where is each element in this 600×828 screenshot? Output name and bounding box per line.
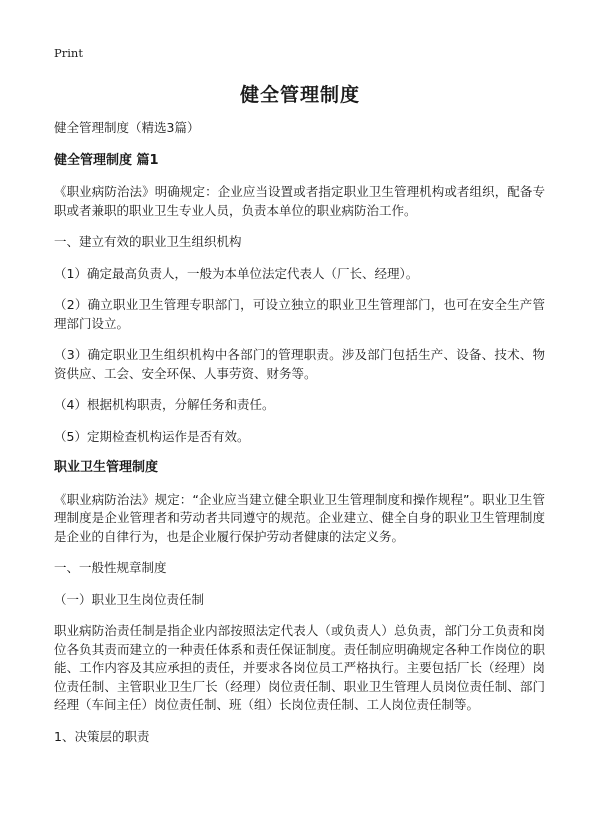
document-subtitle: 健全管理制度（精选3篇）	[54, 120, 200, 135]
section-2-intro: 《职业病防治法》规定：“企业应当建立健全职业卫生管理制度和操作规程”。职业卫生管理制度是企业管理者和劳动者共同遵守的规范。企业建立、健全自身的职业卫生管理制度是企业的自律行为，也是企业履行保护劳动者健康的法定义务。	[54, 491, 545, 544]
section-1-intro: 《职业病防治法》明确规定：企业应当设置或者指定职业卫生管理机构或者组织，配备专职或者兼职的职业卫生专业人员，负责本单位的职业病防治工作。	[54, 184, 545, 218]
section-heading-1: 健全管理制度 篇1	[54, 152, 159, 168]
section-heading-2: 职业卫生管理制度	[54, 460, 159, 475]
section-2-point-heading: 一、一般性规章制度	[54, 560, 167, 575]
list-item: （5）定期检查机构运作是否有效。	[54, 428, 250, 444]
page-title: 健全管理制度	[239, 84, 360, 106]
print-link[interactable]: Print	[54, 46, 83, 60]
section-2-body: 职业病防治责任制是指企业内部按照法定代表人（或负责人）总负责，部门分工负责和岗位各负其责而建立的一种责任体系和责任保证制度。责任制应明确规定各种工作岗位的职能、工作内容及其应承担的责任，并要求各岗位员工严格执行。主要包括厂长（经理）岗位责任制、主管职业卫生厂长（经理）岗位责任制、职业卫生管理人员岗位责任制、部门经理（车间主任）岗位责任制、班（组）长岗位责任制、工人岗位责任制等。	[54, 623, 545, 712]
list-item: （4）根据机构职责，分解任务和责任。	[54, 397, 275, 412]
document-body	[54, 119, 545, 759]
section-1-point-heading: 一、建立有效的职业卫生组织机构	[54, 234, 242, 249]
list-item: （1）确定最高负责人，一般为本单位法定代表人（厂长、经理）。	[54, 265, 419, 281]
list-item: （3）确定职业卫生组织机构中各部门的管理职责。涉及部门包括生产、设备、技术、物资供应、工会、安全环保、人事劳资、财务等。	[54, 347, 545, 381]
list-item: （2）确立职业卫生管理专职部门，可设立独立的职业卫生管理部门，也可在安全生产管理部门设立。	[54, 297, 545, 331]
section-2-last-heading: 1、决策层的职责	[54, 728, 150, 744]
section-2-sub-heading: （一）职业卫生岗位责任制	[54, 591, 205, 607]
